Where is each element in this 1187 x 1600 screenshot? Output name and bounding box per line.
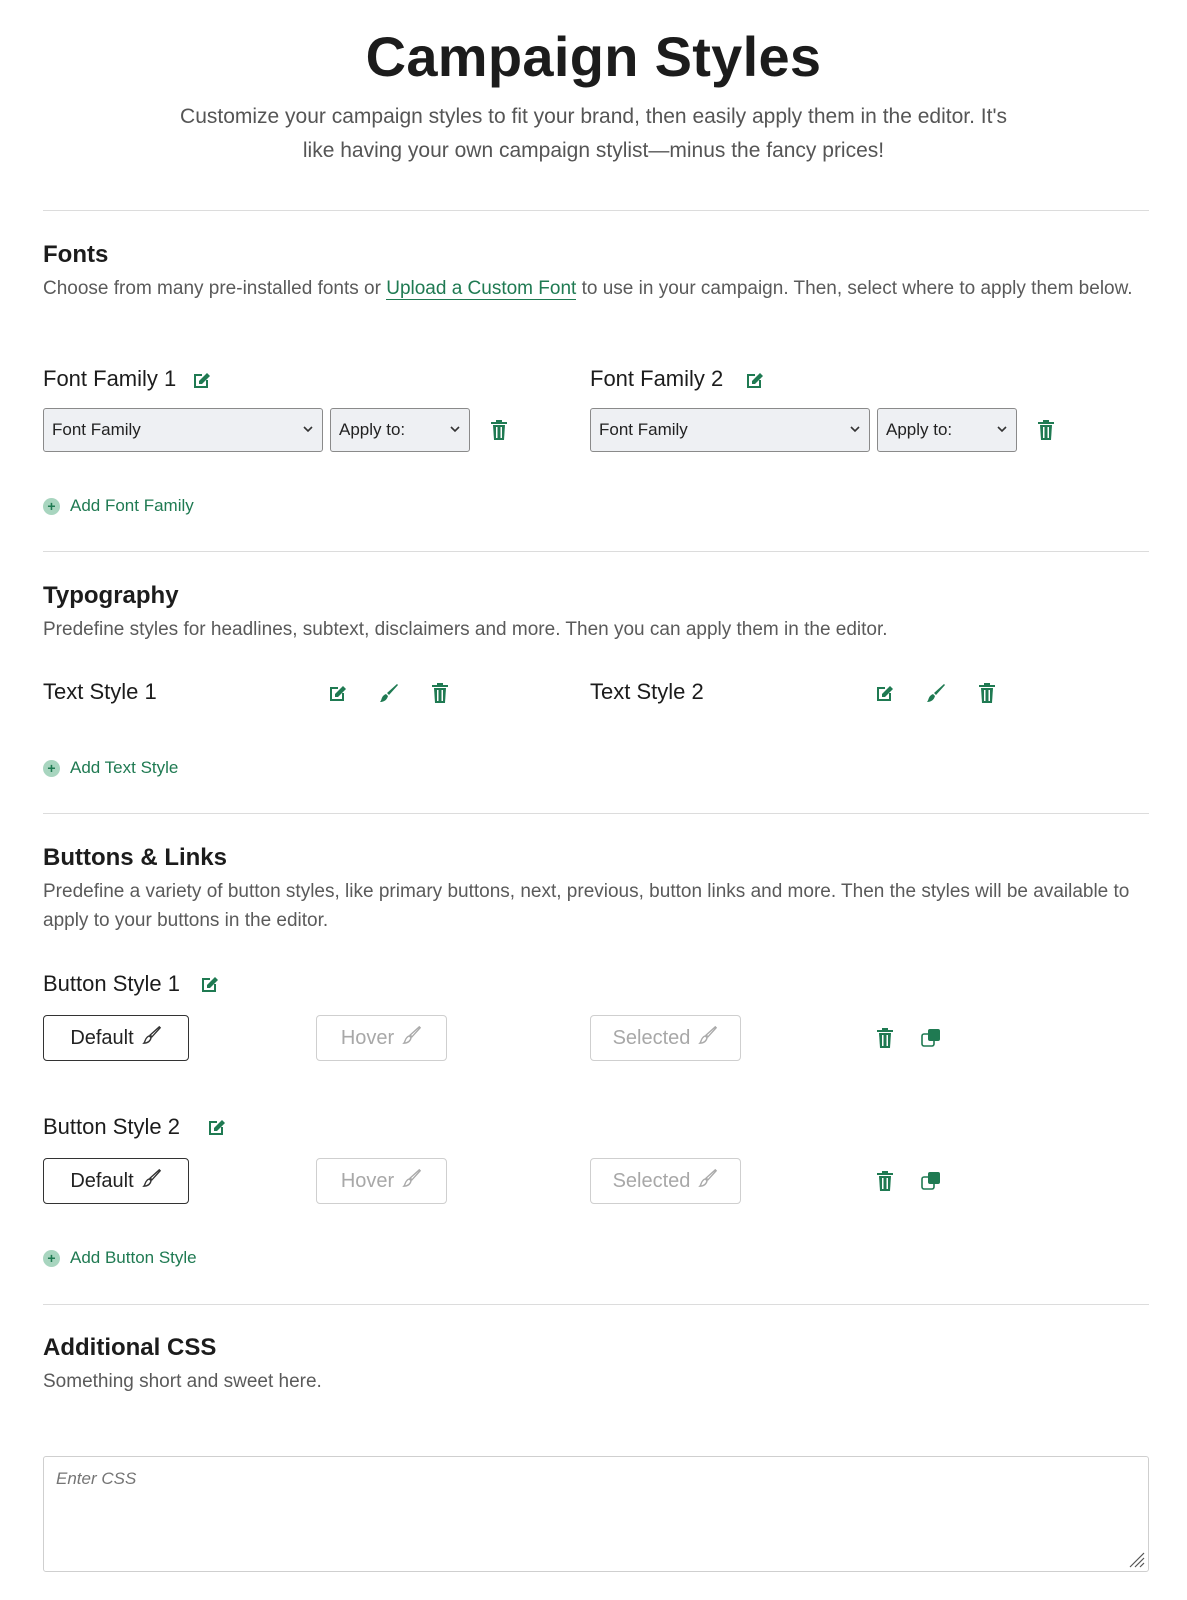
paintbrush-icon[interactable]	[925, 682, 947, 704]
button-style-1-default-button[interactable]	[43, 1015, 189, 1061]
font-family-2-apply-select[interactable]	[877, 408, 1017, 452]
font-family-1-apply-select[interactable]	[330, 408, 470, 452]
edit-icon[interactable]	[199, 973, 221, 995]
css-section-title: Additional CSS	[43, 1334, 217, 1361]
state-label: Default	[70, 1169, 134, 1192]
divider	[43, 210, 1149, 211]
paintbrush-icon	[698, 1025, 718, 1051]
select-value: Font Family	[599, 420, 688, 439]
plus-circle-icon: +	[43, 1250, 60, 1267]
edit-icon[interactable]	[744, 369, 766, 391]
css-textarea[interactable]	[43, 1456, 1149, 1572]
chevron-down-icon	[849, 409, 861, 467]
trash-icon[interactable]	[875, 1170, 895, 1192]
paintbrush-icon	[402, 1025, 422, 1051]
state-label: Default	[70, 1026, 134, 1049]
edit-icon[interactable]	[206, 1116, 228, 1138]
add-font-family-label: Add Font Family	[70, 496, 194, 515]
text-style-1-label: Text Style 1	[43, 679, 157, 704]
add-text-style-label: Add Text Style	[70, 758, 179, 777]
text-style-2-label: Text Style 2	[590, 679, 704, 704]
page-title: Campaign Styles	[365, 25, 822, 88]
button-style-2-label: Button Style 2	[43, 1114, 180, 1139]
paintbrush-icon	[142, 1168, 162, 1194]
css-section-desc: Something short and sweet here.	[43, 1371, 322, 1392]
plus-circle-icon: +	[43, 760, 60, 777]
duplicate-icon[interactable]	[920, 1027, 942, 1049]
duplicate-icon[interactable]	[920, 1170, 942, 1192]
button-style-2-default-button[interactable]	[43, 1158, 189, 1204]
add-button-style-button[interactable]	[43, 1248, 197, 1268]
edit-icon[interactable]	[327, 682, 349, 704]
typography-section-desc: Predefine styles for headlines, subtext, disclaimers and more. Then you can apply them in the editor.	[43, 619, 888, 640]
upload-custom-font-link[interactable]: Upload a Custom Font	[386, 278, 577, 299]
button-style-1-selected-button[interactable]	[590, 1015, 741, 1061]
font-family-1-label: Font Family 1	[43, 366, 177, 391]
select-value: Apply to:	[886, 420, 953, 439]
font-family-1-select[interactable]	[43, 408, 323, 452]
paintbrush-icon	[142, 1025, 162, 1051]
paintbrush-icon	[402, 1168, 422, 1194]
resize-handle-icon[interactable]	[1126, 1549, 1146, 1574]
trash-icon[interactable]	[489, 419, 509, 441]
add-button-style-label: Add Button Style	[70, 1248, 197, 1267]
chevron-down-icon	[302, 409, 314, 467]
trash-icon[interactable]	[1036, 419, 1056, 441]
paintbrush-icon[interactable]	[378, 682, 400, 704]
button-style-2-selected-button[interactable]	[590, 1158, 741, 1204]
buttons-section-desc: Predefine a variety of button styles, like primary buttons, next, previous, button links and more. Then the styles will be available to apply to your buttons in the editor.	[43, 881, 1130, 931]
chevron-down-icon	[996, 409, 1008, 467]
divider	[43, 813, 1149, 814]
typography-section-title: Typography	[43, 582, 179, 609]
button-style-1-label: Button Style 1	[43, 971, 180, 996]
page-subtitle: Customize your campaign styles to fit your brand, then easily apply them in the editor. It's like having your own campaign stylist—minus the fancy prices!	[180, 105, 1007, 162]
select-value: Apply to:	[339, 420, 406, 439]
chevron-down-icon	[449, 409, 461, 467]
state-label: Hover	[340, 1169, 395, 1192]
state-label: Selected	[612, 1169, 691, 1192]
trash-icon[interactable]	[430, 682, 450, 704]
edit-icon[interactable]	[191, 369, 213, 391]
trash-icon[interactable]	[875, 1027, 895, 1049]
trash-icon[interactable]	[977, 682, 997, 704]
add-font-family-button[interactable]	[43, 496, 194, 516]
plus-circle-icon: +	[43, 498, 60, 515]
select-value: Font Family	[52, 420, 141, 439]
add-text-style-button[interactable]	[43, 758, 178, 778]
font-family-2-select[interactable]	[590, 408, 870, 452]
fonts-desc-text: Choose from many pre-installed fonts or	[43, 278, 387, 299]
button-style-2-hover-button[interactable]	[316, 1158, 447, 1204]
state-label: Hover	[340, 1026, 395, 1049]
fonts-section-title: Fonts	[43, 241, 109, 268]
fonts-section-desc	[43, 274, 1153, 303]
button-style-1-hover-button[interactable]	[316, 1015, 447, 1061]
divider	[43, 1304, 1149, 1305]
buttons-section-title: Buttons & Links	[43, 844, 227, 871]
fonts-desc-text-end: to use in your campaign. Then, select where to apply them below.	[576, 278, 1133, 299]
font-family-2-label: Font Family 2	[590, 366, 724, 391]
paintbrush-icon	[698, 1168, 718, 1194]
state-label: Selected	[612, 1026, 691, 1049]
divider	[43, 551, 1149, 552]
edit-icon[interactable]	[874, 682, 896, 704]
